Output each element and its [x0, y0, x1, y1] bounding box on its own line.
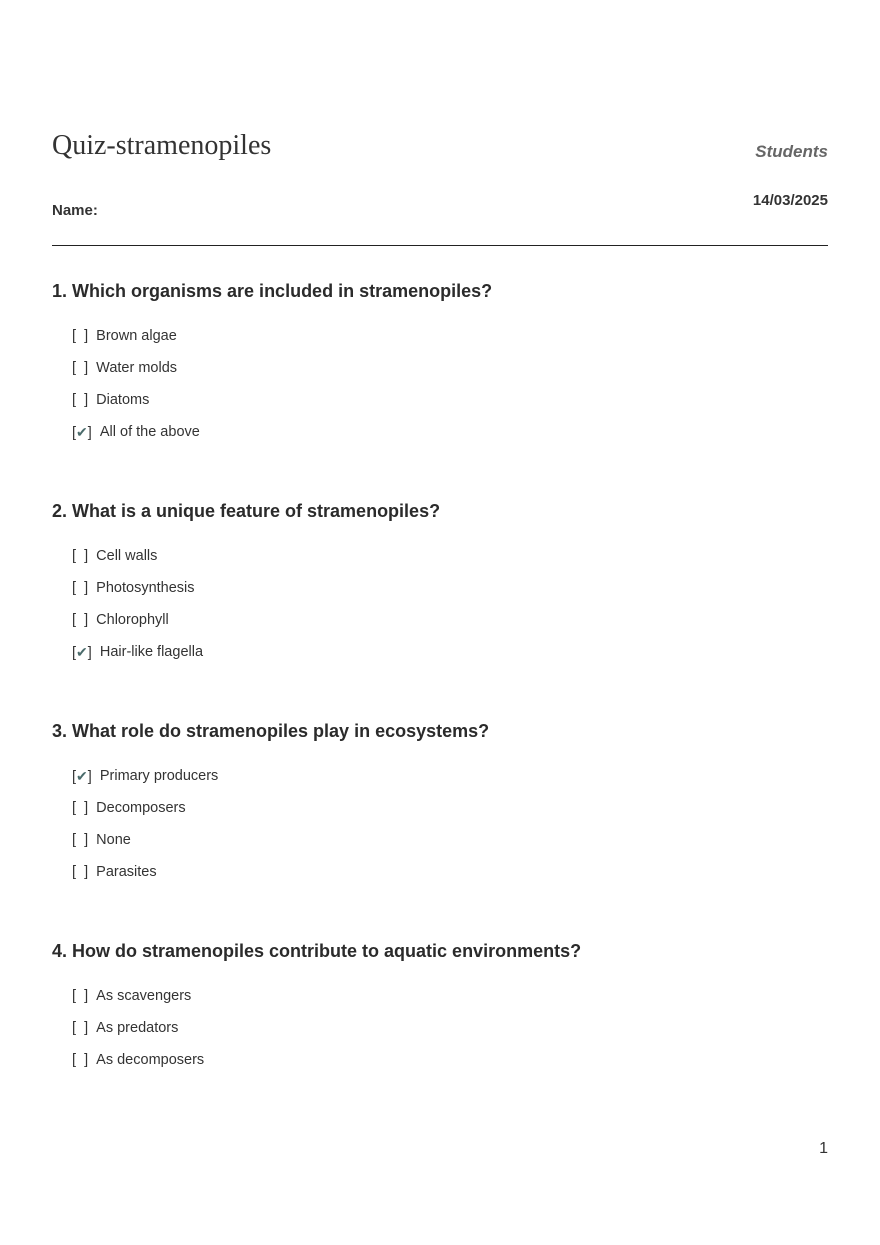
checked-box: [72, 423, 100, 455]
question-3: [52, 720, 828, 895]
option-label: Decomposers: [96, 800, 186, 816]
audience-label: Students: [755, 142, 828, 161]
bracket-close: ]: [87, 769, 100, 785]
header-divider: [52, 245, 828, 246]
option-label: Parasites: [96, 864, 157, 880]
checkmark-icon: ✔: [76, 424, 88, 440]
option-label: As predators: [96, 1020, 179, 1036]
empty-box: [ ]: [72, 864, 97, 880]
question-4: [52, 940, 828, 1083]
option-label: Brown algae: [96, 328, 177, 344]
empty-box: [ ]: [72, 548, 97, 564]
empty-box: [ ]: [72, 328, 97, 344]
answer-option[interactable]: [72, 1051, 828, 1083]
answer-option[interactable]: [72, 359, 828, 391]
answer-option[interactable]: [72, 547, 828, 579]
options-list: [52, 987, 828, 1083]
name-label: Name:: [52, 202, 98, 219]
option-label: As decomposers: [96, 1052, 205, 1068]
option-label: As scavengers: [96, 988, 192, 1004]
empty-box: [ ]: [72, 800, 97, 816]
options-list: [52, 547, 828, 675]
page-number: 1: [819, 1140, 828, 1157]
checked-box: [72, 643, 100, 675]
option-label: Cell walls: [96, 548, 158, 564]
bracket-open: [: [72, 645, 77, 661]
bracket-open: [: [72, 769, 77, 785]
option-label: None: [96, 832, 131, 848]
empty-box: [ ]: [72, 1052, 97, 1068]
answer-option[interactable]: [72, 987, 828, 1019]
page-title: Quiz-stramenopiles: [52, 130, 272, 161]
answer-option[interactable]: [72, 327, 828, 359]
quiz-date: 14/03/2025: [752, 192, 828, 209]
empty-box: [ ]: [72, 832, 97, 848]
question-text: 4. How do stramenopiles contribute to aquatic environments?: [52, 941, 582, 961]
answer-option[interactable]: [72, 391, 828, 423]
empty-box: [ ]: [72, 988, 97, 1004]
option-label: Chlorophyll: [96, 612, 169, 628]
option-label: Primary producers: [99, 768, 219, 784]
answer-option[interactable]: [72, 831, 828, 863]
option-label: All of the above: [99, 424, 200, 440]
question-text: 3. What role do stramenopiles play in ecosystems?: [52, 721, 490, 741]
answer-option[interactable]: [72, 863, 828, 895]
checkmark-icon: ✔: [76, 768, 88, 784]
option-label: Hair-like flagella: [99, 644, 204, 660]
option-label: Photosynthesis: [96, 580, 195, 596]
answer-option[interactable]: [72, 1019, 828, 1051]
question-text: 2. What is a unique feature of stramenopiles?: [52, 501, 441, 521]
checked-box: [72, 767, 100, 799]
option-label: Water molds: [96, 360, 178, 376]
question-2: [52, 500, 828, 675]
answer-option[interactable]: [72, 579, 828, 611]
answer-option[interactable]: [72, 799, 828, 831]
answer-option[interactable]: [72, 423, 828, 455]
empty-box: [ ]: [72, 360, 97, 376]
options-list: [52, 767, 828, 895]
bracket-close: ]: [87, 425, 100, 441]
question-1: [52, 280, 828, 455]
empty-box: [ ]: [72, 580, 97, 596]
checkmark-icon: ✔: [76, 644, 88, 660]
empty-box: [ ]: [72, 612, 97, 628]
answer-option[interactable]: [72, 643, 828, 675]
option-label: Diatoms: [96, 392, 150, 408]
options-list: [52, 327, 828, 455]
bracket-open: [: [72, 425, 77, 441]
answer-option[interactable]: [72, 611, 828, 643]
bracket-close: ]: [87, 645, 100, 661]
empty-box: [ ]: [72, 392, 97, 408]
question-text: 1. Which organisms are included in stramenopiles?: [52, 281, 493, 301]
empty-box: [ ]: [72, 1020, 97, 1036]
answer-option[interactable]: [72, 767, 828, 799]
